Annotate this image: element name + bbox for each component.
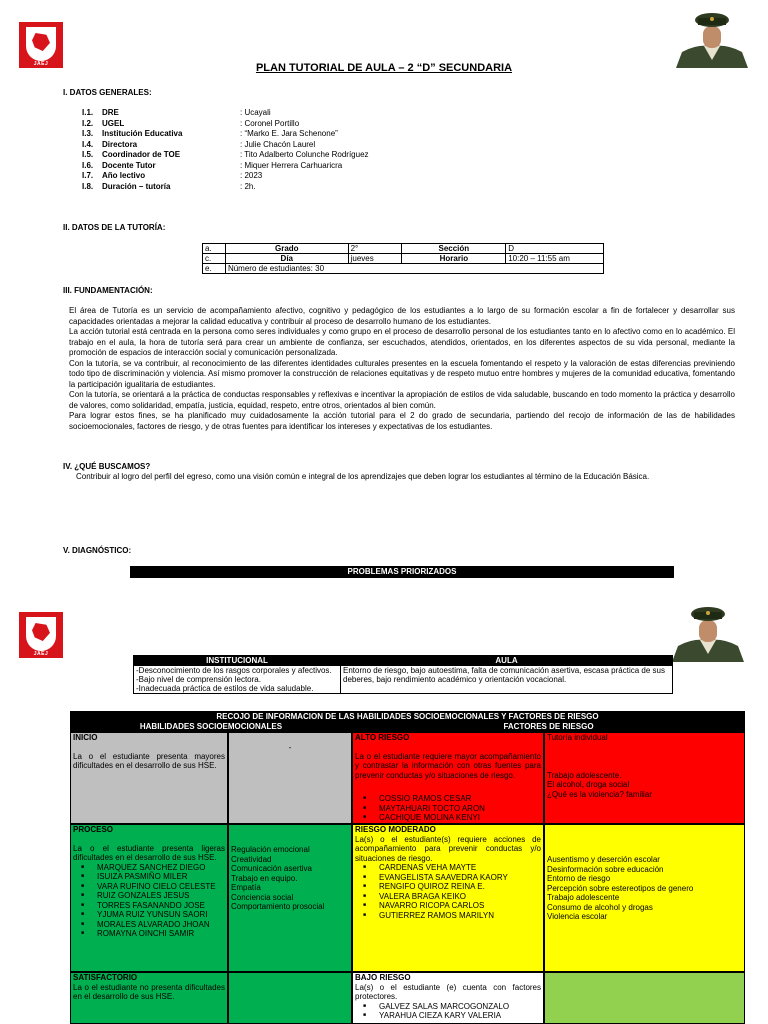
general-label: Docente Tutor — [102, 160, 156, 170]
bajo-label: BAJO RIESGO — [355, 973, 411, 982]
buscamos-heading: IV. ¿QUÉ BUSCAMOS? — [63, 462, 151, 471]
alto-factors-cell — [544, 732, 745, 824]
general-value: : Miquer Herrera Carhuaricra — [240, 160, 343, 170]
satisfactorio-skills-cell — [228, 972, 352, 1024]
fundamentacion-text — [69, 306, 735, 432]
bajo-students — [355, 1002, 541, 1021]
alto-label: ALTO RIESGO — [355, 733, 410, 742]
problemas-bar: PROBLEMAS PRIORIZADOS — [130, 566, 674, 578]
tut-dia-value: jueves — [348, 254, 402, 264]
tutoria-heading: II. DATOS DE LA TUTORÍA: — [63, 223, 166, 232]
inicio-label: INICIO — [73, 733, 98, 742]
proceso-students — [73, 863, 225, 939]
student: ■ EVANGELISTA SAAVEDRA KAORY — [355, 873, 541, 883]
general-label: Directora — [102, 139, 138, 149]
tutoria-table — [202, 243, 604, 274]
tut-e: e. — [203, 264, 226, 274]
peru-map-icon — [32, 33, 50, 51]
skill: Comportamiento prosocial — [231, 902, 325, 911]
fr-head: FACTORES DE RIESGO — [352, 722, 745, 732]
general-row — [82, 182, 256, 192]
alto-cell — [352, 732, 544, 824]
general-label: Duración – tutoría — [102, 181, 171, 191]
general-num: I.5. — [82, 150, 94, 159]
general-value: : Coronel Portillo — [240, 118, 300, 128]
proceso-skills-cell — [228, 824, 352, 972]
factor: Consumo de alcohol y drogas — [547, 902, 653, 912]
general-value: : “Marko E. Jara Schenone” — [240, 129, 338, 138]
general-label: Coordinador de TOE — [102, 150, 181, 159]
page-title: PLAN TUTORIAL DE AULA – 2 “D” SECUNDARIA — [255, 62, 513, 74]
general-row — [82, 129, 338, 139]
fund-p5: Para lograr estos fines, se ha planificado muy cuidadosamente la acción tutorial para el 2 do grado de secundaria, partiendo del recojo de información de las de habilidades socioemocionales, factores de riesgo, y de otras fuentes para identificar los intereses y expectativas de los estudiantes. — [69, 411, 735, 431]
general-row — [82, 140, 315, 150]
factor: Violencia escolar — [547, 912, 608, 921]
skill: Trabajo en equipo. — [231, 873, 298, 883]
general-value: : Ucayali — [240, 108, 271, 117]
logo-text: JAEJ — [33, 61, 49, 67]
inicio-skills-cell — [228, 732, 352, 824]
factor: Ausentismo y deserción escolar — [547, 855, 660, 864]
bajo-text: La(s) o el estudiante (e) cuenta con factores protectores. — [355, 982, 541, 1001]
fund-p4: Con la tutoría, se orientará a la práctica de conductas responsables y reflexivas e incentivar la apropiación de estilos de vida saludable, buscando en todo momento la práctica y desarrollo de valores, como solidaridad, empatía, justicia, equidad, respeto, entre otros, orientados al bien común. — [69, 390, 735, 410]
student: ■ TORRES FASANANDO JOSE — [73, 901, 225, 911]
tut-num-estudiantes: Número de estudiantes: 30 — [225, 264, 603, 274]
general-label: UGEL — [102, 118, 125, 128]
problemas-table — [133, 655, 673, 694]
alto-factor: Trabajo adolescente. — [547, 770, 622, 780]
inicio-cell — [70, 732, 228, 824]
recojo-title: RECOJO DE INFORMACION DE LAS HABILIDADES SOCIOEMOCIONALES Y FACTORES DE RIESGO — [70, 711, 745, 722]
alto-students — [355, 794, 541, 823]
fund-p1: El área de Tutoría es un servicio de acompañamiento afectivo, cognitivo y pedagógico de los estudiantes a lo largo de su formación escolar a fin de fortalecer y desarrollar sus capacidades orientadas a mejorar la calidad educativa y contribuir al proceso de desarrollo humano de los estudiantes. — [69, 306, 735, 326]
inicio-dash: - — [288, 743, 292, 752]
general-label: DRE — [102, 108, 119, 117]
hse-head: HABILIDADES SOCIOEMOCIONALES — [70, 722, 352, 732]
satisfactorio-label: SATISFACTORIO — [73, 973, 138, 982]
student: ■ RUIZ GONZALES JESUS — [73, 891, 225, 901]
student: ■ NAVARRO RICOPA CARLOS — [355, 901, 541, 911]
fund-p2: La acción tutorial está centrada en la persona como seres individuales y como grupo en el proceso de desarrollo personal de los estudiantes tanto en lo afectivo como en lo académico. El trabajo en el aula, la hora de tutoría será para crear un ambiente de confianza, ser escuchados, atendidos, orientados, en los diferentes aspectos de su vida personal, mediante la promoción de espacios de interacción social y comunicación personalizada. — [69, 327, 735, 357]
proceso-text: La o el estudiante presenta ligeras dificultades en el desarrollo de sus HSE. — [73, 843, 225, 862]
bajo-cell — [352, 972, 544, 1024]
tut-grado-value: 2° — [348, 244, 402, 254]
inst-cell — [134, 666, 341, 694]
factor: Entorno de riesgo — [547, 874, 611, 883]
general-row — [82, 108, 271, 118]
fundamentacion-heading: III. FUNDAMENTACIÓN: — [63, 286, 153, 295]
inst-head: INSTITUCIONAL — [134, 656, 341, 666]
general-num: I.1. — [82, 108, 94, 117]
general-label: Año lectivo — [102, 171, 146, 180]
student: ■ MARQUEZ SANCHEZ DIEGO — [73, 863, 225, 873]
student: ■ MORALES ALVARADO JHOAN — [73, 920, 225, 930]
student: ■ CARDENAS VEHA MAYTE — [355, 863, 541, 873]
aula-cell: Entorno de riesgo, bajo autoestima, falta de comunicación asertiva, escasa práctica de sus deberes, bajo rendimiento académico y orientación vocacional. — [341, 666, 673, 694]
skill: Creatividad — [231, 854, 272, 864]
fund-p3: Con la tutoría, se va contribuir, al reconocimiento de las diferentes identidades culturales presentes en la escuela fomentando el respeto y la valoración de estas diferencias previniendo todo tipo de discriminación y violencia. Así mismo promover la construcción de relaciones equitativas y de respeto mutuo entre hombres y mujeres de la comunidad educativa, fomentando la participación igualitaria de estudiantes. — [69, 358, 735, 389]
general-num: I.7. — [82, 171, 94, 180]
tut-dia-label: Día — [225, 254, 348, 264]
tut-grado-label: Grado — [225, 244, 348, 254]
tut-c: c. — [203, 254, 226, 264]
moderado-factors-cell — [544, 824, 745, 972]
alto-text: La o el estudiante requiere mayor acompañamiento y contrastar la información con otras fuentes para prevenir conductas y/o situaciones de riesgo. — [355, 751, 541, 780]
general-num: I.3. — [82, 129, 94, 138]
buscamos-text: Contribuir al logro del perfil del egreso, como una visión común e integral de los aprendizajes que deben lograr los estudiantes al término de la Educación Básica. — [76, 472, 650, 481]
proceso-label: PROCESO — [73, 825, 114, 834]
general-num: I.4. — [82, 139, 94, 149]
tut-seccion-value: D — [506, 244, 604, 254]
alto-factor: ¿Qué es la violencia? familiar — [547, 789, 652, 799]
tut-horario-label: Horario — [402, 254, 506, 264]
diagnostico-heading: V. DIAGNÓSTICO: — [63, 546, 132, 555]
skill: Regulación emocional — [231, 845, 310, 854]
tut-seccion-label: Sección — [402, 244, 506, 254]
factor: Trabajo adolescente — [547, 893, 620, 902]
moderado-cell — [352, 824, 544, 972]
tut-a: a. — [203, 244, 226, 254]
moderado-students — [355, 863, 541, 920]
inst-line: -Desconocimiento de los rasgos corporales y afectivos. — [136, 666, 332, 675]
general-value: : Julie Chacón Laurel — [240, 139, 316, 149]
student: ■ GUTIERREZ RAMOS MARILYN — [355, 911, 541, 921]
student: ■ ISUIZA PASMIÑO MILER — [73, 872, 225, 882]
moderado-label: RIESGO MODERADO — [355, 825, 436, 834]
logo-text-2: JAEJ — [33, 651, 49, 657]
general-row — [82, 171, 262, 181]
skill: Conciencia social — [231, 892, 294, 902]
tutor-photo — [676, 6, 748, 68]
student: ■ GALVEZ SALAS MARCOGONZALO — [355, 1002, 541, 1012]
skill: Empatía — [231, 883, 261, 892]
student: ■ ROMAYNA OINCHI SAMIR — [73, 929, 225, 939]
student: ■ CACHIQUE MOLINA KENYI — [355, 813, 541, 823]
inst-line: -Bajo nivel de comprensión lectora. — [136, 675, 261, 684]
general-value: : 2023 — [240, 171, 263, 180]
alto-tutoria: Tutoría individual — [547, 733, 608, 742]
peru-map-icon — [32, 623, 50, 641]
student: ■ YARAHUA CIEZA KARY VALERIA — [355, 1011, 541, 1021]
alto-factor: El alcohol, droga social — [547, 780, 630, 789]
school-logo-2 — [19, 612, 63, 658]
aula-head: AULA — [341, 656, 673, 666]
satisfactorio-cell — [70, 972, 228, 1024]
student: ■ RENGIFO QUIROZ REINA E. — [355, 882, 541, 892]
general-row — [82, 161, 342, 171]
student: ■ MAYTAHUARI TOCTO ARON — [355, 804, 541, 814]
factor: Percepción sobre estereotipos de genero — [547, 883, 694, 893]
general-label: Institución Educativa — [102, 129, 183, 138]
general-heading: I. DATOS GENERALES: — [63, 88, 152, 97]
general-row — [82, 119, 299, 129]
general-num: I.6. — [82, 160, 94, 170]
tut-horario-value: 10:20 – 11:55 am — [506, 254, 604, 264]
bajo-factors-cell — [544, 972, 745, 1024]
skill: Comunicación asertiva — [231, 864, 312, 873]
student: ■ YJUMA RUIZ YUNSUN SAORI — [73, 910, 225, 920]
general-num: I.8. — [82, 181, 94, 191]
general-row — [82, 150, 369, 160]
factor: Desinformación sobre educación — [547, 864, 664, 874]
satisfactorio-text: La o el estudiante no presenta dificultades en el desarrollo de sus HSE. — [73, 982, 225, 1001]
student: ■ VARA RUFINO CIELO CELESTE — [73, 882, 225, 892]
inicio-text: La o el estudiante presenta mayores dificultades en el desarrollo de sus HSE. — [73, 751, 225, 770]
proceso-cell — [70, 824, 228, 972]
tutor-photo-2 — [672, 600, 744, 662]
general-value: : 2h. — [240, 181, 256, 191]
student: ■ COSSIO RAMOS CESAR — [355, 794, 541, 804]
general-value: : Tito Adalberto Colunche Rodríguez — [240, 150, 369, 159]
student: ■ VALERA BRAGA KEIKO — [355, 892, 541, 902]
moderado-text: La(s) o el estudiante(s) requiere acciones de acompañamiento para prevenir conductas y/o situaciones de riesgo. — [355, 834, 541, 863]
inst-line: -Inadecuada práctica de estilos de vida saludable. — [136, 684, 314, 693]
general-num: I.2. — [82, 118, 94, 128]
